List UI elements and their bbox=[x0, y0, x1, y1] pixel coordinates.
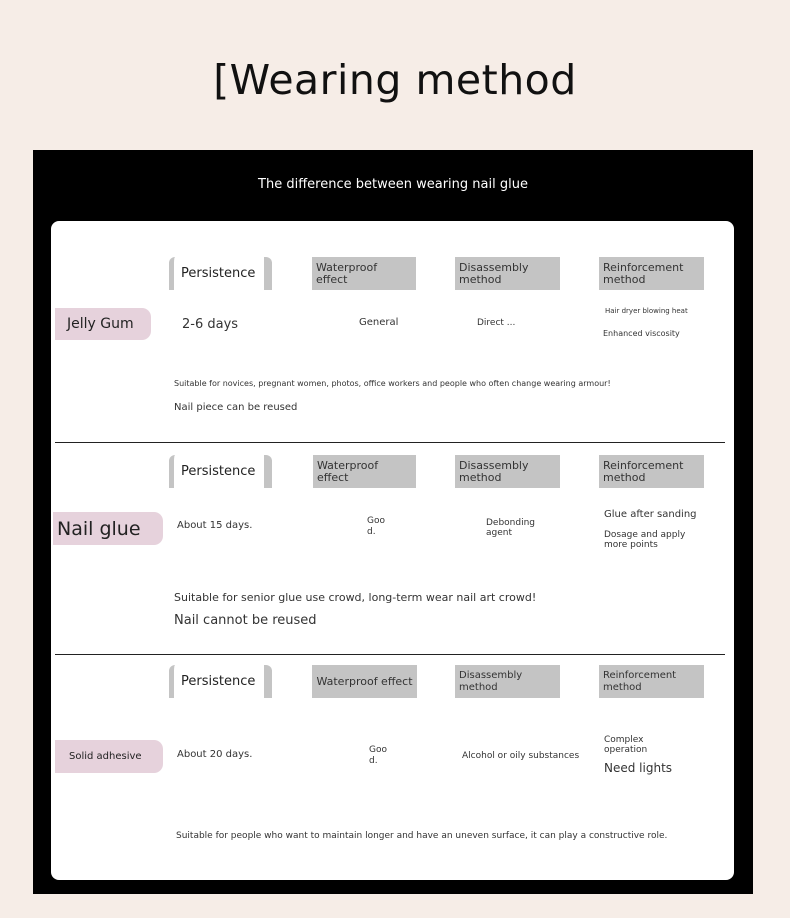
panel-title: The difference between wearing nail glue bbox=[258, 177, 528, 192]
header-waterproof: Waterproof effect bbox=[312, 257, 416, 290]
header-reinforcement: Reinforcement method bbox=[599, 257, 704, 290]
comparison-panel bbox=[33, 150, 753, 894]
persistence-value: About 20 days. bbox=[177, 749, 253, 760]
section-solid-adhesive bbox=[51, 655, 734, 880]
reinforcement-value-2: Enhanced viscosity bbox=[603, 329, 680, 338]
section-nail-glue bbox=[51, 443, 734, 654]
reuse-note: Nail cannot be reused bbox=[174, 613, 317, 628]
comparison-card bbox=[51, 221, 734, 880]
method-label-solid-adhesive: Solid adhesive bbox=[55, 740, 163, 773]
header-reinforcement: Reinforcement method bbox=[599, 455, 704, 488]
reinforcement-value-1: Glue after sanding bbox=[604, 509, 697, 520]
header-persistence: Persistence bbox=[169, 455, 272, 488]
waterproof-value: Goo d. bbox=[369, 745, 387, 766]
header-persistence: Persistence bbox=[169, 665, 272, 698]
persistence-value: About 15 days. bbox=[177, 520, 253, 531]
header-disassembly: Disassembly method bbox=[455, 257, 560, 290]
reinforcement-value-1: Hair dryer blowing heat bbox=[605, 307, 688, 315]
disassembly-value: Debonding agent bbox=[486, 518, 536, 538]
header-disassembly: Disassembly method bbox=[455, 455, 560, 488]
disassembly-value: Alcohol or oily substances bbox=[462, 751, 580, 761]
disassembly-value: Direct ... bbox=[477, 318, 516, 328]
suitability-note: Suitable for senior glue use crowd, long-term wear nail art crowd! bbox=[174, 591, 537, 604]
header-reinforcement: Reinforcement method bbox=[599, 665, 704, 698]
reinforcement-value-1: Complex operation bbox=[604, 735, 648, 755]
page-title: [Wearing method bbox=[213, 56, 577, 104]
header-persistence: Persistence bbox=[169, 257, 272, 290]
header-waterproof: Waterproof effect bbox=[313, 455, 416, 488]
method-label-nail-glue: Nail glue bbox=[53, 512, 163, 545]
section-jelly-gum bbox=[51, 221, 734, 442]
method-label-jelly-gum: Jelly Gum bbox=[55, 308, 151, 340]
reinforcement-value-2: Dosage and apply more points bbox=[604, 530, 686, 550]
reinforcement-value-2: Need lights bbox=[604, 761, 673, 775]
header-waterproof: Waterproof effect bbox=[312, 665, 417, 698]
reuse-note: Nail piece can be reused bbox=[174, 402, 298, 413]
suitability-note: Suitable for novices, pregnant women, photos, office workers and people who often change wearing armour! bbox=[174, 379, 611, 388]
header-disassembly: Disassembly method bbox=[455, 665, 560, 698]
suitability-note: Suitable for people who want to maintain longer and have an uneven surface, it can play a constructive role. bbox=[176, 831, 668, 841]
persistence-value: 2-6 days bbox=[182, 317, 239, 332]
waterproof-value: General bbox=[359, 317, 399, 328]
waterproof-value: Goo d. bbox=[367, 516, 385, 537]
